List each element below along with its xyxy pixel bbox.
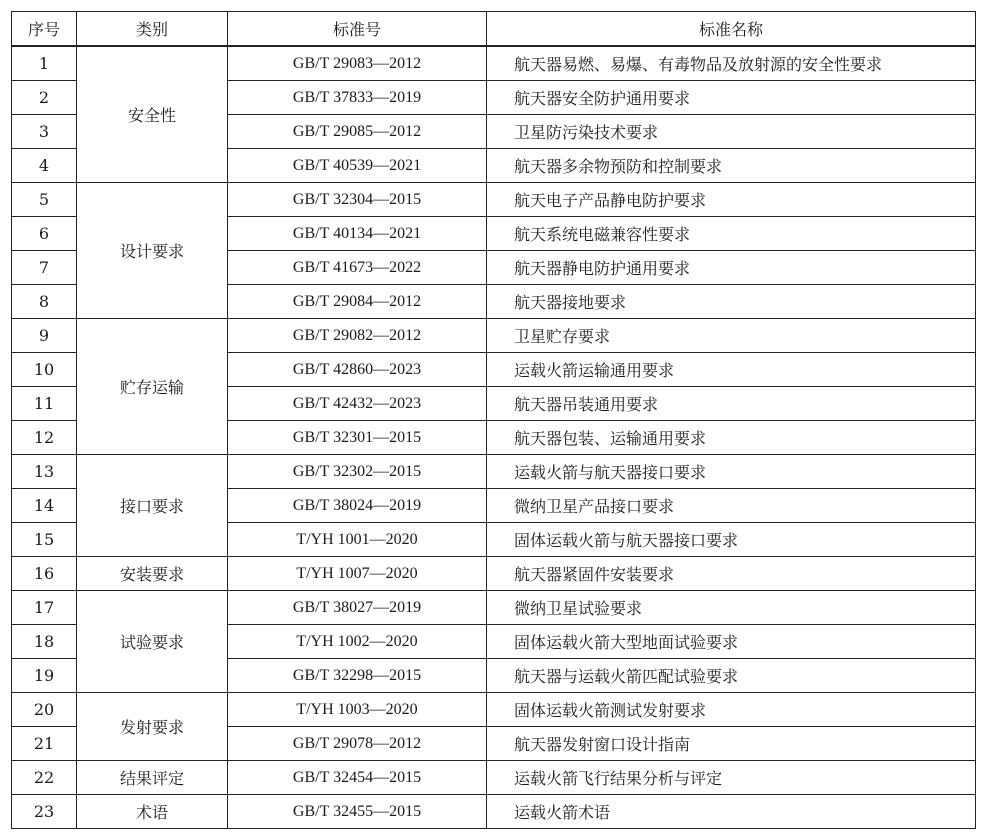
table-row (12, 761, 976, 795)
standards-table (11, 11, 976, 829)
serial-number-cell: 20 (12, 693, 77, 727)
standard-code-cell: T/YH 1001—2020 (228, 523, 487, 557)
standard-name-cell: 航天器与运载火箭匹配试验要求 (487, 659, 976, 693)
serial-number-cell: 13 (12, 455, 77, 489)
standard-code-cell: GB/T 29083—2012 (228, 46, 487, 81)
table-row (12, 183, 976, 217)
standard-code-cell: T/YH 1003—2020 (228, 693, 487, 727)
standard-code-cell: GB/T 32454—2015 (228, 761, 487, 795)
standard-name-cell: 卫星防污染技术要求 (487, 115, 976, 149)
standard-name-cell: 航天器包装、运输通用要求 (487, 421, 976, 455)
serial-number-cell: 5 (12, 183, 77, 217)
standard-name-cell: 航天器安全防护通用要求 (487, 81, 976, 115)
standard-name-cell: 航天器紧固件安装要求 (487, 557, 976, 591)
standard-name-cell: 微纳卫星试验要求 (487, 591, 976, 625)
serial-number-cell: 10 (12, 353, 77, 387)
standard-code-cell: GB/T 32302—2015 (228, 455, 487, 489)
standard-code-cell: GB/T 32455—2015 (228, 795, 487, 829)
header-standard-code: 标准号 (228, 12, 487, 47)
standard-code-cell: GB/T 32304—2015 (228, 183, 487, 217)
standard-code-cell: GB/T 29082—2012 (228, 319, 487, 353)
table-row (12, 795, 976, 829)
serial-number-cell: 19 (12, 659, 77, 693)
serial-number-cell: 21 (12, 727, 77, 761)
header-category: 类别 (77, 12, 228, 47)
standard-name-cell: 微纳卫星产品接口要求 (487, 489, 976, 523)
serial-number-cell: 8 (12, 285, 77, 319)
serial-number-cell: 12 (12, 421, 77, 455)
standard-code-cell: T/YH 1002—2020 (228, 625, 487, 659)
table-row (12, 319, 976, 353)
standard-code-cell: GB/T 29084—2012 (228, 285, 487, 319)
standard-code-cell: GB/T 29085—2012 (228, 115, 487, 149)
serial-number-cell: 9 (12, 319, 77, 353)
category-cell: 贮存运输 (77, 319, 228, 455)
serial-number-cell: 6 (12, 217, 77, 251)
serial-number-cell: 22 (12, 761, 77, 795)
serial-number-cell: 4 (12, 149, 77, 183)
category-cell: 安装要求 (77, 557, 228, 591)
table-row (12, 591, 976, 625)
category-cell: 安全性 (77, 46, 228, 183)
table-body (12, 46, 976, 829)
standard-code-cell: GB/T 29078—2012 (228, 727, 487, 761)
standard-name-cell: 卫星贮存要求 (487, 319, 976, 353)
table-row (12, 557, 976, 591)
standard-code-cell: GB/T 42432—2023 (228, 387, 487, 421)
serial-number-cell: 17 (12, 591, 77, 625)
table-header (12, 12, 976, 47)
standard-name-cell: 固体运载火箭大型地面试验要求 (487, 625, 976, 659)
standard-name-cell: 航天电子产品静电防护要求 (487, 183, 976, 217)
serial-number-cell: 11 (12, 387, 77, 421)
serial-number-cell: 3 (12, 115, 77, 149)
standard-name-cell: 固体运载火箭测试发射要求 (487, 693, 976, 727)
standard-name-cell: 运载火箭飞行结果分析与评定 (487, 761, 976, 795)
standard-name-cell: 航天系统电磁兼容性要求 (487, 217, 976, 251)
serial-number-cell: 2 (12, 81, 77, 115)
standard-code-cell: GB/T 32301—2015 (228, 421, 487, 455)
header-row (12, 12, 976, 47)
standard-name-cell: 航天器接地要求 (487, 285, 976, 319)
standard-code-cell: GB/T 41673—2022 (228, 251, 487, 285)
header-serial-number: 序号 (12, 12, 77, 47)
serial-number-cell: 23 (12, 795, 77, 829)
standard-code-cell: GB/T 40539—2021 (228, 149, 487, 183)
standard-name-cell: 航天器易燃、易爆、有毒物品及放射源的安全性要求 (487, 46, 976, 81)
table-row (12, 46, 976, 81)
category-cell: 设计要求 (77, 183, 228, 319)
table-row (12, 693, 976, 727)
standard-name-cell: 航天器吊装通用要求 (487, 387, 976, 421)
header-standard-name: 标准名称 (487, 12, 976, 47)
category-cell: 术语 (77, 795, 228, 829)
serial-number-cell: 18 (12, 625, 77, 659)
serial-number-cell: 16 (12, 557, 77, 591)
category-cell: 发射要求 (77, 693, 228, 761)
standard-code-cell: GB/T 37833—2019 (228, 81, 487, 115)
serial-number-cell: 1 (12, 46, 77, 81)
standard-name-cell: 航天器多余物预防和控制要求 (487, 149, 976, 183)
standard-code-cell: GB/T 32298—2015 (228, 659, 487, 693)
standard-name-cell: 运载火箭术语 (487, 795, 976, 829)
serial-number-cell: 14 (12, 489, 77, 523)
standard-name-cell: 航天器发射窗口设计指南 (487, 727, 976, 761)
category-cell: 试验要求 (77, 591, 228, 693)
serial-number-cell: 15 (12, 523, 77, 557)
category-cell: 结果评定 (77, 761, 228, 795)
standard-code-cell: GB/T 38024—2019 (228, 489, 487, 523)
serial-number-cell: 7 (12, 251, 77, 285)
standard-code-cell: GB/T 42860—2023 (228, 353, 487, 387)
category-cell: 接口要求 (77, 455, 228, 557)
standard-name-cell: 运载火箭运输通用要求 (487, 353, 976, 387)
table-row (12, 455, 976, 489)
standard-name-cell: 固体运载火箭与航天器接口要求 (487, 523, 976, 557)
standard-code-cell: T/YH 1007—2020 (228, 557, 487, 591)
standard-code-cell: GB/T 38027—2019 (228, 591, 487, 625)
standard-name-cell: 航天器静电防护通用要求 (487, 251, 976, 285)
standard-name-cell: 运载火箭与航天器接口要求 (487, 455, 976, 489)
standard-code-cell: GB/T 40134—2021 (228, 217, 487, 251)
